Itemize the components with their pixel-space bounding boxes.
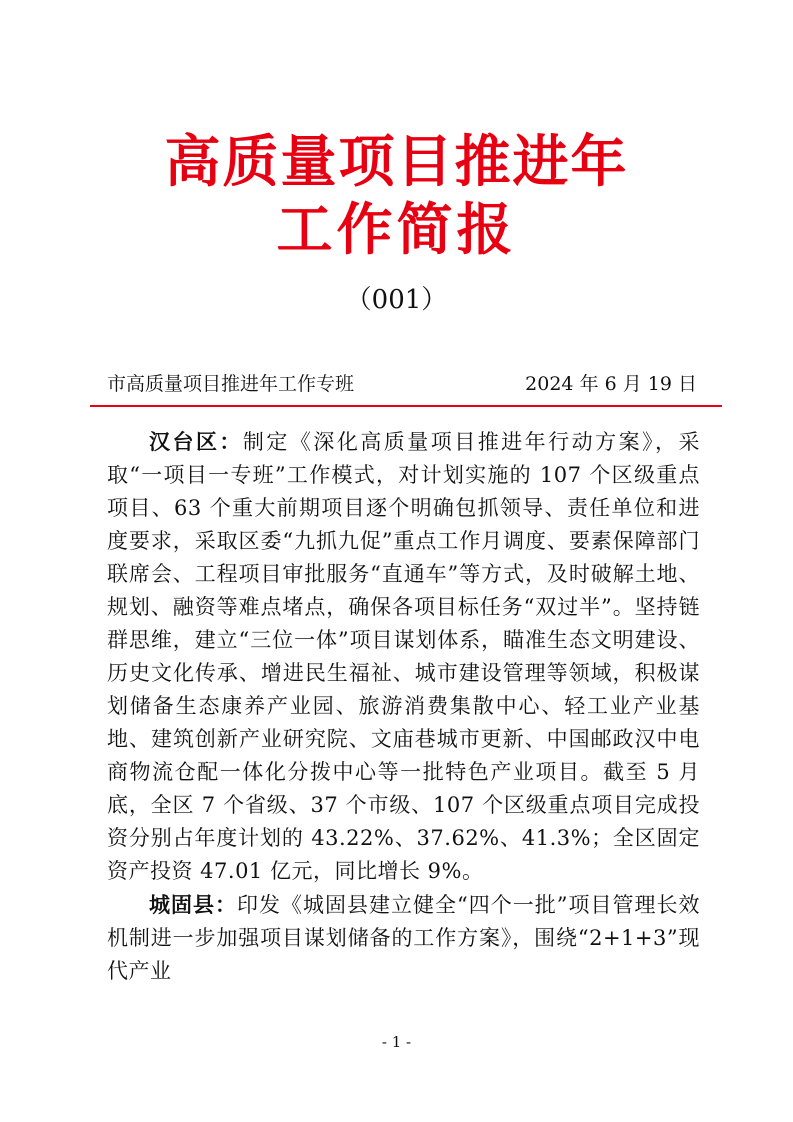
paragraph-lead: 汉台区： (149, 429, 243, 454)
issuing-office: 市高质量项目推进年工作专班 (107, 373, 355, 395)
paragraph-hantai (107, 425, 700, 888)
report-body (107, 425, 700, 988)
paragraph-text: 制定《深化高质量项目推进年行动方案》，采取“一项目一专班”工作模式，对计划实施的 107 个区级重点项目、63 个重大前期项目逐个明确包抓领导、责任单位和进度要求，采取区委“九抓九促”重点工作月调度、要素保障部门联席会、工程项目审批服务“直通车”等方式，及时破解土地、规划、融资等难点堵点，确保各项目标任务“双过半”。坚持链群思维，建立“三位一体”项目谋划体系，瞄准生态文明建设、历史文化传承、增进民生福祉、城市建设管理等领域，积极谋划储备生态康养产业园、旅游消费集散中心、轻工业产业基地、建筑创新产业研究院、文庙巷城市更新、中国邮政汉中电商物流仓配一体化分拨中心等一批特色产业项目。截至 5 月底，全区 7 个省级、37 个市级、107 个区级重点项目完成投资分别占年度计划的 43.22%、37.62%、41.3%；全区固定资产投资 47.01 亿元，同比增长 9%。 (107, 430, 701, 883)
report-title-line2: 工作简报 (276, 198, 517, 263)
issue-date: 2024 年 6 月 19 日 (525, 373, 697, 395)
issue-number: （001） (345, 285, 448, 315)
page-number: - 1 - (381, 1033, 412, 1051)
paragraph-chenggu (107, 888, 700, 988)
header-divider (90, 405, 722, 407)
report-header-meta (107, 370, 697, 398)
paragraph-text: 印发《城固县建立健全“四个一批”项目管理长效机制进一步加强项目谋划储备的工作方案》，围绕“2+1+3”现代产业 (107, 893, 700, 983)
paragraph-lead: 城固县： (149, 892, 238, 917)
report-title-line1: 高质量项目推进年 (164, 130, 629, 195)
